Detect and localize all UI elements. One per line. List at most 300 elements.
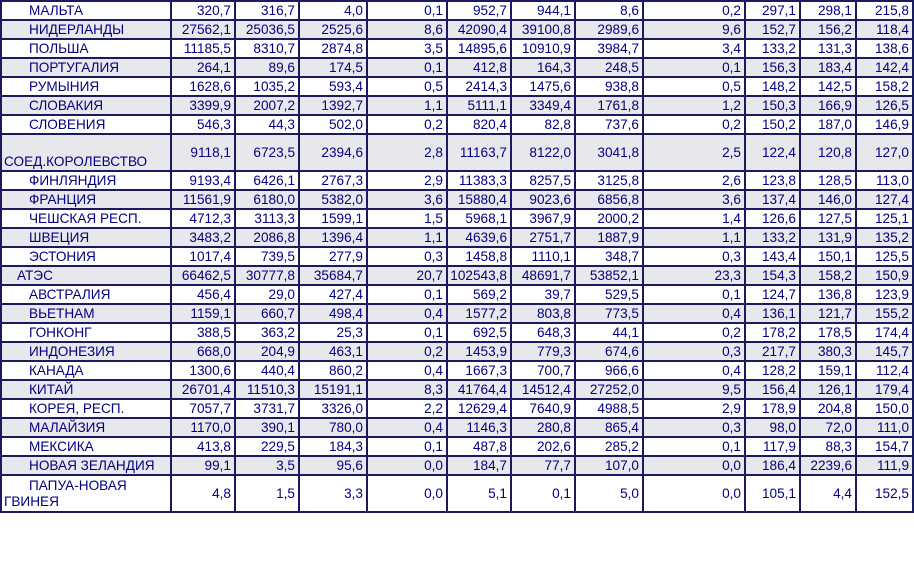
table-cell: 4,0: [299, 1, 367, 20]
table-cell: 4712,3: [171, 209, 235, 228]
table-cell: 3326,0: [299, 399, 367, 418]
table-cell: 8,6: [575, 1, 643, 20]
table-cell: 39,7: [511, 285, 575, 304]
table-row: [1, 96, 913, 115]
row-label: АТЭС: [1, 266, 171, 285]
table-cell: 463,1: [299, 342, 367, 361]
table-cell: 2,8: [367, 134, 447, 171]
table-cell: 0,3: [643, 418, 745, 437]
table-cell: 1396,4: [299, 228, 367, 247]
table-cell: 150,9: [856, 266, 913, 285]
row-label: [1, 475, 171, 512]
table-cell: 174,5: [299, 58, 367, 77]
table-cell: 154,3: [745, 266, 800, 285]
table-row: [1, 437, 913, 456]
table-cell: 1017,4: [171, 247, 235, 266]
table-cell: 107,0: [575, 456, 643, 475]
table-cell: 215,8: [856, 1, 913, 20]
table-cell: 248,5: [575, 58, 643, 77]
row-label: ЭСТОНИЯ: [1, 247, 171, 266]
row-label: КОРЕЯ, РЕСП.: [1, 399, 171, 418]
table-cell: 117,9: [745, 437, 800, 456]
table-cell: 9,5: [643, 380, 745, 399]
table-cell: 0,1: [367, 285, 447, 304]
table-cell: 154,7: [856, 437, 913, 456]
table-cell: 0,4: [367, 361, 447, 380]
table-cell: 780,0: [299, 418, 367, 437]
table-cell: 3399,9: [171, 96, 235, 115]
table-cell: 546,3: [171, 115, 235, 134]
table-cell: 390,1: [235, 418, 299, 437]
table-cell: 820,4: [447, 115, 511, 134]
row-label: ЧЕШСКАЯ РЕСП.: [1, 209, 171, 228]
table-cell: 53852,1: [575, 266, 643, 285]
table-cell: 30777,8: [235, 266, 299, 285]
table-cell: 803,8: [511, 304, 575, 323]
table-cell: 4,4: [800, 475, 856, 512]
table-cell: 0,2: [643, 1, 745, 20]
table-cell: 0,1: [511, 475, 575, 512]
table-cell: 0,1: [367, 323, 447, 342]
table-cell: 737,6: [575, 115, 643, 134]
table-cell: 3483,2: [171, 228, 235, 247]
table-cell: 498,4: [299, 304, 367, 323]
table-cell: 152,7: [745, 20, 800, 39]
table-cell: 158,2: [800, 266, 856, 285]
table-cell: 11185,5: [171, 39, 235, 58]
table-cell: 3984,7: [575, 39, 643, 58]
table-cell: 128,5: [800, 171, 856, 190]
table-cell: 0,2: [643, 115, 745, 134]
table-cell: 5382,0: [299, 190, 367, 209]
table-cell: 125,5: [856, 247, 913, 266]
table-cell: 380,3: [800, 342, 856, 361]
table-cell: 136,1: [745, 304, 800, 323]
table-row: [1, 361, 913, 380]
table-cell: 186,4: [745, 456, 800, 475]
table-cell: 320,7: [171, 1, 235, 20]
table-cell: 0,4: [367, 304, 447, 323]
table-cell: 952,7: [447, 1, 511, 20]
table-cell: 0,0: [643, 456, 745, 475]
table-cell: 125,1: [856, 209, 913, 228]
table-cell: 8257,5: [511, 171, 575, 190]
table-cell: 158,2: [856, 77, 913, 96]
table-cell: 95,6: [299, 456, 367, 475]
table-cell: 82,8: [511, 115, 575, 134]
table-cell: 280,8: [511, 418, 575, 437]
table-cell: 2086,8: [235, 228, 299, 247]
table-cell: 11163,7: [447, 134, 511, 171]
table-cell: 297,1: [745, 1, 800, 20]
table-cell: 138,6: [856, 39, 913, 58]
table-cell: 187,0: [800, 115, 856, 134]
table-row: [1, 247, 913, 266]
table-cell: 3967,9: [511, 209, 575, 228]
table-cell: 529,5: [575, 285, 643, 304]
table-cell: 14895,6: [447, 39, 511, 58]
row-label: АВСТРАЛИЯ: [1, 285, 171, 304]
table-cell: 4639,6: [447, 228, 511, 247]
row-label: СЛОВАКИЯ: [1, 96, 171, 115]
table-cell: 456,4: [171, 285, 235, 304]
table-cell: 229,5: [235, 437, 299, 456]
table-cell: 6856,8: [575, 190, 643, 209]
table-cell: 111,9: [856, 456, 913, 475]
table-row: [1, 39, 913, 58]
table-cell: 135,2: [856, 228, 913, 247]
table-cell: 126,6: [745, 209, 800, 228]
table-row: [1, 77, 913, 96]
table-cell: 25036,5: [235, 20, 299, 39]
table-cell: 2000,2: [575, 209, 643, 228]
table-cell: 23,3: [643, 266, 745, 285]
table-cell: 2,9: [367, 171, 447, 190]
table-row: [1, 380, 913, 399]
table-cell: 156,2: [800, 20, 856, 39]
table-cell: 88,3: [800, 437, 856, 456]
table-cell: 7057,7: [171, 399, 235, 418]
table-cell: 0,1: [643, 58, 745, 77]
table-cell: 155,2: [856, 304, 913, 323]
table-cell: 179,4: [856, 380, 913, 399]
table-cell: 156,3: [745, 58, 800, 77]
table-cell: 1,5: [235, 475, 299, 512]
table-cell: 1159,1: [171, 304, 235, 323]
table-cell: 2525,6: [299, 20, 367, 39]
table-cell: 99,1: [171, 456, 235, 475]
table-cell: 146,9: [856, 115, 913, 134]
table-cell: 126,5: [856, 96, 913, 115]
table-cell: 0,2: [367, 115, 447, 134]
row-label: ВЬЕТНАМ: [1, 304, 171, 323]
table-cell: 131,9: [800, 228, 856, 247]
row-label-line2: ГВИНЕЯ: [4, 493, 59, 509]
table-cell: 98,0: [745, 418, 800, 437]
table-cell: 123,8: [745, 171, 800, 190]
table-cell: 648,3: [511, 323, 575, 342]
table-cell: 27562,1: [171, 20, 235, 39]
table-cell: 3125,8: [575, 171, 643, 190]
table-cell: 0,5: [367, 77, 447, 96]
table-cell: 6723,5: [235, 134, 299, 171]
table-cell: 1887,9: [575, 228, 643, 247]
table-cell: 9118,1: [171, 134, 235, 171]
table-cell: 25,3: [299, 323, 367, 342]
table-cell: 487,8: [447, 437, 511, 456]
table-cell: 152,5: [856, 475, 913, 512]
table-cell: 3,3: [299, 475, 367, 512]
table-cell: 202,6: [511, 437, 575, 456]
table-cell: 773,5: [575, 304, 643, 323]
table-cell: 5,1: [447, 475, 511, 512]
table-cell: 668,0: [171, 342, 235, 361]
table-cell: 148,2: [745, 77, 800, 96]
table-cell: 1170,0: [171, 418, 235, 437]
table-cell: 120,8: [800, 134, 856, 171]
table-cell: 2,2: [367, 399, 447, 418]
table-cell: 692,5: [447, 323, 511, 342]
table-cell: 1458,8: [447, 247, 511, 266]
table-cell: 124,7: [745, 285, 800, 304]
table-cell: 150,2: [745, 115, 800, 134]
table-cell: 674,6: [575, 342, 643, 361]
table-cell: 388,5: [171, 323, 235, 342]
table-cell: 7640,9: [511, 399, 575, 418]
table-cell: 5,0: [575, 475, 643, 512]
table-cell: 6180,0: [235, 190, 299, 209]
table-cell: 204,8: [800, 399, 856, 418]
table-cell: 348,7: [575, 247, 643, 266]
row-label: ФИНЛЯНДИЯ: [1, 171, 171, 190]
table-cell: 102543,8: [447, 266, 511, 285]
table-cell: 502,0: [299, 115, 367, 134]
table-cell: 1453,9: [447, 342, 511, 361]
table-cell: 779,3: [511, 342, 575, 361]
table-cell: 0,0: [367, 456, 447, 475]
table-cell: 118,4: [856, 20, 913, 39]
table-row: [1, 285, 913, 304]
row-label: МАЛАЙЗИЯ: [1, 418, 171, 437]
row-label: НИДЕРЛАНДЫ: [1, 20, 171, 39]
table-cell: 39100,8: [511, 20, 575, 39]
row-label: РУМЫНИЯ: [1, 77, 171, 96]
table-cell: 44,1: [575, 323, 643, 342]
table-cell: 8310,7: [235, 39, 299, 58]
table-cell: 122,4: [745, 134, 800, 171]
table-cell: 8,3: [367, 380, 447, 399]
table-cell: 412,8: [447, 58, 511, 77]
table-cell: 9023,6: [511, 190, 575, 209]
table-cell: 29,0: [235, 285, 299, 304]
row-label: МАЛЬТА: [1, 1, 171, 20]
table-cell: 0,0: [367, 475, 447, 512]
row-label: ФРАНЦИЯ: [1, 190, 171, 209]
row-label: СЛОВЕНИЯ: [1, 115, 171, 134]
table-cell: 20,7: [367, 266, 447, 285]
table-cell: 5111,1: [447, 96, 511, 115]
table-cell: 174,4: [856, 323, 913, 342]
table-cell: 15880,4: [447, 190, 511, 209]
table-row: [1, 304, 913, 323]
table-cell: 35684,7: [299, 266, 367, 285]
table-row: [1, 171, 913, 190]
table-cell: 1599,1: [299, 209, 367, 228]
row-label: ПОЛЬША: [1, 39, 171, 58]
table-cell: 2767,3: [299, 171, 367, 190]
table-cell: 143,4: [745, 247, 800, 266]
table-cell: 1146,3: [447, 418, 511, 437]
row-label: КАНАДА: [1, 361, 171, 380]
table-cell: 3731,7: [235, 399, 299, 418]
table-cell: 164,3: [511, 58, 575, 77]
table-row: [1, 134, 913, 171]
row-label: ПОРТУГАЛИЯ: [1, 58, 171, 77]
table-cell: 111,0: [856, 418, 913, 437]
table-row: [1, 475, 913, 512]
table-cell: 1110,1: [511, 247, 575, 266]
table-cell: 183,4: [800, 58, 856, 77]
table-cell: 184,7: [447, 456, 511, 475]
table-cell: 0,3: [643, 342, 745, 361]
table-cell: 1,1: [367, 96, 447, 115]
table-cell: 11383,3: [447, 171, 511, 190]
table-cell: 2414,3: [447, 77, 511, 96]
table-cell: 0,3: [643, 247, 745, 266]
table-cell: 11510,3: [235, 380, 299, 399]
table-cell: 142,5: [800, 77, 856, 96]
table-cell: 204,9: [235, 342, 299, 361]
table-cell: 700,7: [511, 361, 575, 380]
table-cell: 41764,4: [447, 380, 511, 399]
table-cell: 1,5: [367, 209, 447, 228]
table-cell: 264,1: [171, 58, 235, 77]
table-cell: 4,8: [171, 475, 235, 512]
table-cell: 1628,6: [171, 77, 235, 96]
table-cell: 133,2: [745, 228, 800, 247]
table-cell: 3,5: [235, 456, 299, 475]
table-cell: 0,5: [643, 77, 745, 96]
table-cell: 146,0: [800, 190, 856, 209]
table-cell: 0,1: [367, 1, 447, 20]
table-cell: 1300,6: [171, 361, 235, 380]
table-cell: 285,2: [575, 437, 643, 456]
table-cell: 3113,3: [235, 209, 299, 228]
row-label: ШВЕЦИЯ: [1, 228, 171, 247]
table-row: [1, 190, 913, 209]
table-body: [1, 1, 913, 512]
table-cell: 9,6: [643, 20, 745, 39]
table-cell: 112,4: [856, 361, 913, 380]
table-cell: 121,7: [800, 304, 856, 323]
table-cell: 89,6: [235, 58, 299, 77]
table-cell: 8,6: [367, 20, 447, 39]
table-cell: 2,6: [643, 171, 745, 190]
table-cell: 2239,6: [800, 456, 856, 475]
table-cell: 2,5: [643, 134, 745, 171]
table-row: [1, 342, 913, 361]
table-cell: 1667,3: [447, 361, 511, 380]
table-cell: 1475,6: [511, 77, 575, 96]
table-row: [1, 399, 913, 418]
table-cell: 150,1: [800, 247, 856, 266]
table-cell: 0,0: [643, 475, 745, 512]
table-cell: 178,2: [745, 323, 800, 342]
table-cell: 1577,2: [447, 304, 511, 323]
row-label: ИНДОНЕЗИЯ: [1, 342, 171, 361]
row-label: КИТАЙ: [1, 380, 171, 399]
table-row: [1, 456, 913, 475]
table-cell: 2394,6: [299, 134, 367, 171]
table-cell: 72,0: [800, 418, 856, 437]
table-cell: 3,4: [643, 39, 745, 58]
table-cell: 5968,1: [447, 209, 511, 228]
table-cell: 316,7: [235, 1, 299, 20]
table-cell: 6426,1: [235, 171, 299, 190]
row-label: СОЕД.КОРОЛЕВСТВО: [1, 134, 171, 171]
table-cell: 105,1: [745, 475, 800, 512]
table-cell: 0,1: [643, 437, 745, 456]
table-cell: 150,3: [745, 96, 800, 115]
table-cell: 1,4: [643, 209, 745, 228]
table-cell: 0,2: [367, 342, 447, 361]
table-cell: 8122,0: [511, 134, 575, 171]
table-cell: 865,4: [575, 418, 643, 437]
table-cell: 3349,4: [511, 96, 575, 115]
table-cell: 44,3: [235, 115, 299, 134]
table-row: [1, 58, 913, 77]
table-row: [1, 1, 913, 20]
table-cell: 127,5: [800, 209, 856, 228]
table-cell: 944,1: [511, 1, 575, 20]
table-cell: 166,9: [800, 96, 856, 115]
table-cell: 26701,4: [171, 380, 235, 399]
table-cell: 113,0: [856, 171, 913, 190]
table-cell: 127,0: [856, 134, 913, 171]
table-cell: 126,1: [800, 380, 856, 399]
table-cell: 0,4: [643, 304, 745, 323]
table-cell: 3,6: [367, 190, 447, 209]
table-cell: 277,9: [299, 247, 367, 266]
table-cell: 938,8: [575, 77, 643, 96]
table-cell: 860,2: [299, 361, 367, 380]
table-cell: 136,8: [800, 285, 856, 304]
table-cell: 142,4: [856, 58, 913, 77]
table-cell: 145,7: [856, 342, 913, 361]
table-row: [1, 209, 913, 228]
table-cell: 11561,9: [171, 190, 235, 209]
table-cell: 123,9: [856, 285, 913, 304]
row-label: ГОНКОНГ: [1, 323, 171, 342]
table-cell: 1035,2: [235, 77, 299, 96]
table-cell: 2874,8: [299, 39, 367, 58]
table-cell: 427,4: [299, 285, 367, 304]
table-cell: 133,2: [745, 39, 800, 58]
table-cell: 77,7: [511, 456, 575, 475]
table-cell: 14512,4: [511, 380, 575, 399]
table-cell: 0,1: [367, 437, 447, 456]
table-cell: 739,5: [235, 247, 299, 266]
table-cell: 0,3: [367, 247, 447, 266]
table-cell: 3,5: [367, 39, 447, 58]
table-row: [1, 20, 913, 39]
table-row: [1, 323, 913, 342]
table-cell: 9193,4: [171, 171, 235, 190]
table-cell: 12629,4: [447, 399, 511, 418]
table-cell: 10910,9: [511, 39, 575, 58]
table-row: [1, 418, 913, 437]
table-cell: 178,5: [800, 323, 856, 342]
row-label-line1: ПАПУА-НОВАЯ: [29, 477, 127, 493]
table-cell: 0,1: [643, 285, 745, 304]
table-cell: 413,8: [171, 437, 235, 456]
table-cell: 128,2: [745, 361, 800, 380]
table-cell: 0,1: [367, 58, 447, 77]
table-row: [1, 266, 913, 285]
table-cell: 184,3: [299, 437, 367, 456]
table-cell: 131,3: [800, 39, 856, 58]
table-cell: 593,4: [299, 77, 367, 96]
table-cell: 159,1: [800, 361, 856, 380]
table-cell: 1,2: [643, 96, 745, 115]
table-cell: 0,4: [643, 361, 745, 380]
table-cell: 2751,7: [511, 228, 575, 247]
table-cell: 156,4: [745, 380, 800, 399]
table-cell: 150,0: [856, 399, 913, 418]
table-cell: 137,4: [745, 190, 800, 209]
table-cell: 27252,0: [575, 380, 643, 399]
table-cell: 15191,1: [299, 380, 367, 399]
